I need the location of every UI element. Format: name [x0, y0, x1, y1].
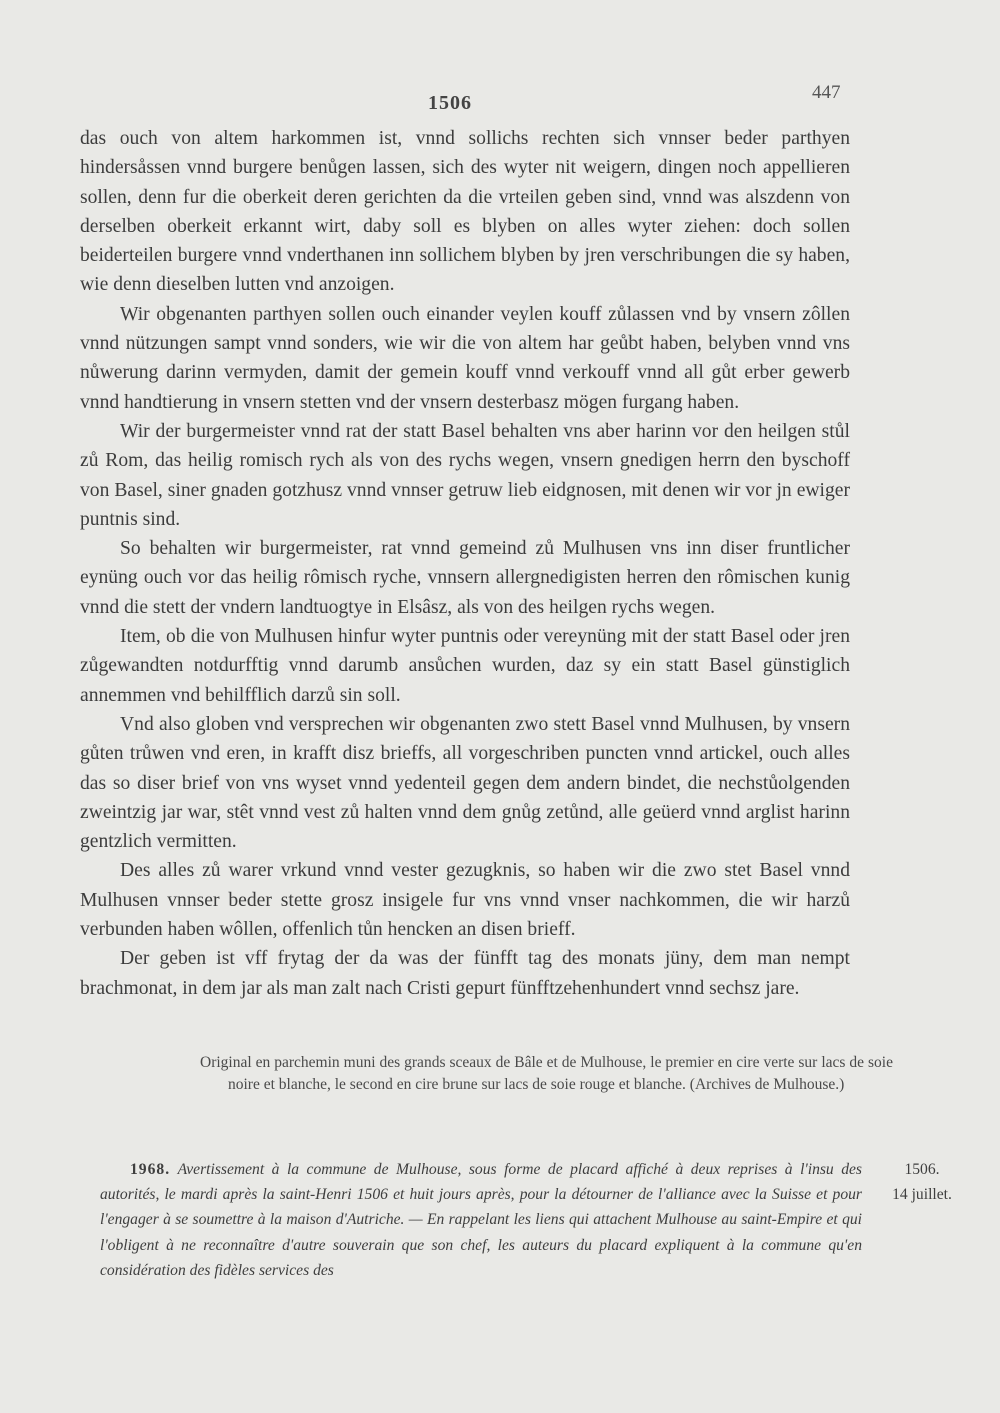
charter-text	[80, 124, 850, 1003]
entry-summary: Avertissement à la commune de Mulhouse, sous forme de placard affiché à deux reprises à l'insu des autorités, le mardi après la saint-Henri 1506 et huit jours après, pour la détourner de l'alliance avec la Suisse et pour l'engager à se soumettre à la maison d'Autriche. — En rappelant les liens qui attachent Mulhouse au saint-Empire et qui l'obligent à ne reconnaître d'autre souverain que son chef, les auteurs du placard expliquent à la commune qu'en considération des fidèles services des	[100, 1161, 862, 1279]
paragraph-further-alliance: Item, ob die von Mulhusen hinfur wyter puntnis oder vereynüng mit der statt Basel oder jren zůgewandten notdurfftig vnnd darumb ansůchen wurden, daz sy ein statt Basel günstiglich annemmen vnd behilfflich darzů sin soll.	[80, 626, 850, 706]
page-number: 447	[812, 82, 841, 103]
margin-date	[872, 1157, 972, 1207]
document-entry	[100, 1157, 862, 1283]
paragraph-oath: Vnd also globen vnd versprechen wir obgenanten zwo stett Basel vnnd Mulhusen, by vnsern gůten trůwen vnd eren, in krafft disz brieffs, all vorgeschriben puncten vnnd artickel, ouch alles das so diser brief von vns wyset vnnd yedenteil gegen dem andern bindet, die nechstůolgenden zweintzig jar war, stêt vnnd vest zů halten vnnd dem gnůg zetůnd, alle geüerd vnnd arglist harinn gentzlich vermitten.	[80, 713, 850, 853]
source-note: Original en parchemin muni des grands sceaux de Bâle et de Mulhouse, le premier en cire verte sur lacs de soie noire et blanche, le second en cire brune sur lacs de soie rouge et blanche. (Archives de Mulhouse.)	[200, 1054, 893, 1093]
margin-day: 14 juillet.	[892, 1186, 952, 1204]
paragraph-basel-reservation: Wir der burgermeister vnnd rat der statt Basel behalten vns aber harinn vor den heilgen stůl zů Rom, das heilig romisch rych als von des rychs wegen, vnsern gnedigen herrn den byschoff von Basel, siner gnaden gotzhusz vnnd vnnser getruw lieb eidgnosen, mit denen wir vor jn ewiger puntnis sind.	[80, 420, 850, 530]
paragraph-date: Der geben ist vff frytag der da was der fünfft tag des monats jüny, dem man nempt brachmonat, in dem jar als man zalt nach Cristi gepurt fünfftzehenhundert vnnd sechsz jare.	[80, 948, 850, 999]
paragraph-continuation: das ouch von altem harkommen ist, vnnd sollichs rechten sich vnnser beder parthyen hindersåssen vnnd burgere benůgen lassen, sich des wyter nit weigern, dingen noch appellieren sollen, denn fur die oberkeit deren gerichten da die vrteilen geben sind, vnnd was alszdenn von derselben oberkeit erkannt wirt, daby soll es blyben on alles wyter ziehen: doch sollen beiderteilen burgere vnnd vnderthanen inn sollichem blyben by jren verschribungen die sy haben, wie denn dieselben lutten vnd anzoigen.	[80, 128, 850, 296]
paragraph-mulhouse-reservation: So behalten wir burgermeister, rat vnnd gemeind zů Mulhusen vns inn diser fruntlicher eynüng ouch vor das heilig rômisch ryche, vnnsern allergnedigisten herren den rômischen kunig vnnd die stett der vndern landtuogtye in Elsâsz, als von des heilgen rychs wegen.	[80, 538, 850, 618]
paragraph-trade: Wir obgenanten parthyen sollen ouch einander veylen kouff zůlassen vnd by vnsern zôllen vnnd nützungen sampt vnnd sonders, wie wir die von altem har geůbt haben, belyben vnnd vns nůwerung darinn vermyden, damit der gemein kouff vnnd verkouff vnnd all gůt erber gewerb vnnd handtierung in vnsern stetten vnd der vnsern desterbasz mögen furgang haben.	[80, 303, 850, 413]
entry-number: 1968.	[130, 1161, 171, 1178]
margin-year: 1506.	[904, 1161, 940, 1178]
running-header-year: 1506	[428, 92, 472, 114]
paragraph-seals: Des alles zů warer vrkund vnnd vester gezugknis, so haben wir die zwo stet Basel vnnd Mulhusen vnnser beder stette grosz insigele fur vns vnnd vnser nachkommen, die wir harzů verbunden haben wôllen, offenlich tůn hencken an disen brieff.	[80, 860, 850, 941]
